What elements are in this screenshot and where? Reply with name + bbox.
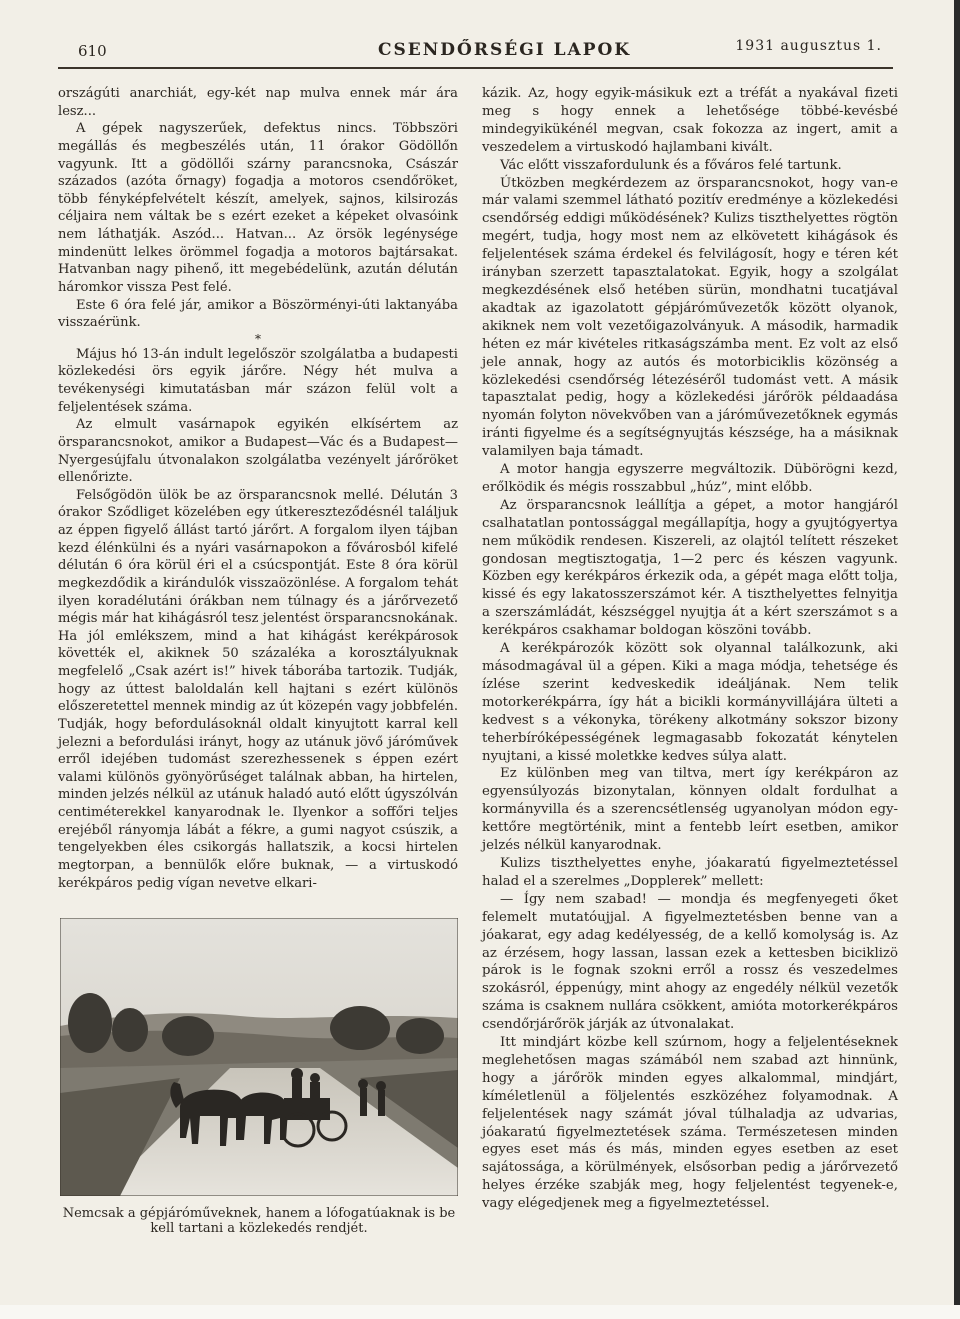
photo-illustration <box>60 918 458 1196</box>
right-column-paragraph: Vác előtt visszafordulunk és a főváros felé tartunk. <box>500 157 842 173</box>
issue-date: 1931 augusztus 1. <box>735 38 882 54</box>
left-column-paragraph: Felsőgödön ülök be az örsparancsnok mellé. Délután 3 órakor Sződliget közelében egy útkereszteződésnél találjuk az éppen figyelő állást tartó járőrt. A forgalom ilyen tájban kezd élénkülni és a nyári vasárnapokon a fővárosból kifelé délután 6 óra körül éri el a csúcspontját. Este 8 óra körül megkezdődik a kirándulók visszaözönlése. A forgalom tehát ilyen koradélutáni órákban nem túlnagy és a járőrvezető mégis már hat kihágásról tesz jelentést örsparancsnokának. Ha jól emlékszem, mind a hat kihágást kerékpárosok követték el, akiknek 50 százaléka a korosztályuknak megfelelő „Csak azért is!” hivek táborába tartozik. Tudják, hogy az úttest baloldalán kell hajtani s ezért különös előszeretettel mennek mindig az út közepén vagy jobbfelén. Tudják, hogy befordulásoknál oldalt kinyujtott karral kell jelezni a befordulási irányt, hogy az utánuk jövő járóművek erről idejében tudomást szerezhessenek s éppen ezért valami különös gyönyörűséget találnak abban, ha hirtelen, minden jelzés nélkül az utánuk haladó autó előtt úgyszólván centiméterekkel kanyarodnak le. Ilyenkor a soffőri teljes erejéből rányomja lábát a fékre, a gumi nagyot csúszik, a tengelyekben éles csikorgás hallatszik, a kocsi hirtelen megtorpan, a bennülők előre buknak, — a virtuskodó kerékpáros pedig vígan nevetve elkari- <box>58 487 458 891</box>
header-rule <box>58 67 893 69</box>
right-column-paragraph: A kerékpározók között sok olyannal találkozunk, aki másodmagával ül a gépen. Kiki a maga módja, tehetsége és ízlése szerint kedveskedik ideáljának. Nem telik motorkerékpárra, így hát a bicikli kormányvillájára ülteti a kedvest s a vékonyka, törékeny alkotmány sokszor bizony teherbíróképességének legmagasabb fokozatát kénytelen nyujtani, a kissé moletkke kedves súlya alatt. <box>482 641 898 764</box>
journal-title: CSENDŐRSÉGI LAPOK <box>378 40 632 60</box>
photo-horse-cart <box>60 918 458 1196</box>
right-column-paragraph: Ez különben meg van tiltva, mert így kerékpáron az egyensúlyozás bizonytalan, könnyen oldalt fordulhat a kormányvilla és a szerencsétlenség ugyanolyan módon egy-kettőre megtörténik, mint a fentebb leírt esetben, amikor jelzés nélkül kanyarodnak. <box>482 766 898 854</box>
scan-margin <box>0 1305 960 1319</box>
left-column-paragraph: A gépek nagyszerűek, defektus nincs. Többszöri megállás és megbeszélés után, 11 órakor Gödöllőn vagyunk. Itt a gödöllői szárny parancsnoka, Császár százados (azóta őrnagy) fogadja a motoros csendőröket, több fényképfelvételt készít, amelyek, sajnos, kilsirozás céljaira nem váltak be s ezért ezeket a képeket olvasóink nem láthatják. Aszód... Hatvan... Az örsök legénysége mindenütt lelkes örömmel fogadja a motoros bajtársakat. Hatvanban nagy pihenő, itt megebédelünk, azután délután háromkor vissza Pest felé. <box>58 121 458 295</box>
right-column-paragraph: A motor hangja egyszerre megváltozik. Dübörögni kezd, erőlködik és mégis rosszabbul „húz”, mint előbb. <box>482 462 898 495</box>
right-column <box>482 85 898 1213</box>
left-column-paragraph: Este 6 óra felé jár, amikor a Böszörményi-úti laktanyába visszaérünk. <box>58 297 458 331</box>
right-column-paragraph: kázik. Az, hogy egyik-másikuk ezt a tréfát a nyakával fizeti meg s hogy ennek a lehetősége többé-kevésbé mindegyikükénél megvan, csak fokozza az ingert, amit a veszedelem a virtuskodó hajlambani kivált. <box>482 86 898 155</box>
left-column <box>58 85 458 892</box>
right-column-paragraph: Az örsparancsnok leállítja a gépet, a motor hangjáról csalhatatlan pontossággal megállapítja, hogy a gyujtógyertya nem működik rendesen. Kiszereli, az olajtól telített részeket gondosan megtisztogatja, 1—2 perc és készen vagyunk. Közben egy kerékpáros érkezik oda, a gépét maga előtt tolja, kissé és egy lakatosszerszámot kér. A tiszthelyettes felnyitja a szerszámládát, készséggel nyujtja át a kért szerszámot s a kerékpáros csakhamar boldogan köszöni tovább. <box>482 497 898 639</box>
left-column-paragraph: országúti anarchiát, egy-két nap mulva ennek már ára lesz... <box>58 86 458 119</box>
page-number: 610 <box>78 42 107 60</box>
left-column-paragraph: * <box>255 331 261 346</box>
left-column-paragraph: Az elmult vasárnapok egyikén elkísértem az örsparancsnokot, amikor a Budapest—Vác és a Budapest—Nyergesújfalu útvonalakon szolgálatba vezényelt járőröket ellenőrizte. <box>58 417 458 486</box>
running-header <box>58 38 888 64</box>
photo-caption: Nemcsak a gépjáróműveknek, hanem a lófogatúaknak is be kell tartani a közlekedés rendjét. <box>62 1206 456 1236</box>
left-column-paragraph: Május hó 13-án indult legelőször szolgálatba a budapesti közlekedési örs egyik járőre. Négy hét mulva a tevékenységi kimutatásban már százon felül volt a feljelentések száma. <box>58 346 458 415</box>
right-column-paragraph: Itt mindjárt közbe kell szúrnom, hogy a feljelentéseknek meglehetősen magas számából nem szabad azt hinnünk, hogy a járőrök minden egyes alkalommal, mindjárt, kíméletlenül a följelentés eszközéhez folyamodnak. A feljelentések nagy számát jóval túlhaladja az udvarias, jóakaratú figyelmeztetések száma. Természetesen minden egyes eset más és más, minden egyes esetben az eset sajátossága, a körülmények, elsősorban pedig a járőrvezető helyes érzéke szabják meg, hogy feljelentést tegyenek-e, vagy elégedjenek meg a figyelmeztetéssel. <box>482 1035 898 1212</box>
scan-edge <box>954 0 960 1319</box>
right-column-paragraph: Kulizs tiszthelyettes enyhe, jóakaratú figyelmeztetéssel halad el a szerelmes „Dopplerek” mellett: <box>482 855 898 889</box>
right-column-paragraph: — Így nem szabad! — mondja és megfenyegeti őket felemelt mutatóujjal. A figyelmeztetésben benne van a jóakarat, egy adag kedélyesség, de a kellő komolyság is. Az az érzésem, hogy lassan, lassan ezek a kettesben biciklizö párok is le fognak szokni erről a rossz és veszedelmes szokásról, éppenúgy, mint ahogy az engedély nélkül vezetők száma is csaknem nullára csökkent, amióta motorkerékpáros csendőrjárőrök járják az útvonalakat. <box>482 891 898 1033</box>
right-column-paragraph: Útközben megkérdezem az örsparancsnokot, hogy van-e már valami szemmel látható pozitív eredménye a közlekedési csendőrség eddigi működésének? Kulizs tiszthelyettes rögtön megért, tudja, hogy most nem az elkövetett kihágások és feljelentések száma érdekel és felvilágosít, hogy e téren két irányban szerzett tapasztalatokat. Egyik, hogy a szolgálat megkezdésének első hetében sürün, mondhatni tucatjával akadtak az igazolatott gépjáróművezetők között olyanok, akiknek nem volt vezetőigazolványuk. A második, harmadik héten ez már kivételes ritkaságszámba ment. Ez volt az első jele annak, hogy az autós és motorbiciklis közönség a közlekedési csendőrség létezéséről tudomást vett. A másik tapasztalat pedig, hogy a közlekedési járőrök példaadása nyomán folyton növekvőben van a járóművezetőknek egymás iránti figyelme és a segítségnyujtás készsége, ha a másiknak valamilyen baja támadt. <box>482 175 898 460</box>
